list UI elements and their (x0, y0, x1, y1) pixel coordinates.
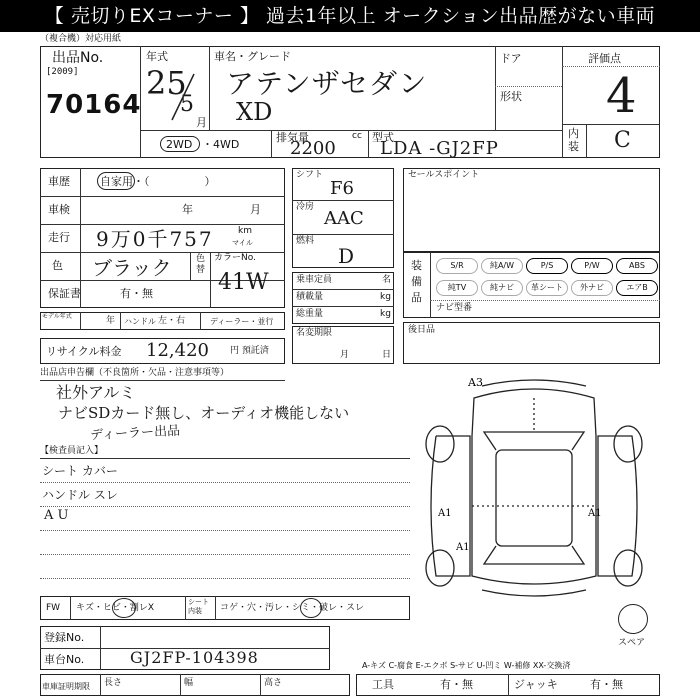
drive-2wd: 2WD (166, 138, 193, 151)
door-label: ドア (500, 52, 522, 65)
gross-label: 総重量 (296, 309, 324, 319)
inspector-header: 【検査員記入】 (40, 446, 104, 456)
chassis-handwritten: GJ2FP-104398 (130, 648, 259, 667)
score-handwritten: 4 (606, 68, 637, 124)
drive-4wd: ・4WD (202, 138, 240, 151)
shift-label: シフト (296, 170, 324, 180)
note-line-1: 社外アルミ (56, 383, 136, 402)
year-tag: [2009] (46, 67, 79, 77)
color-change-label: 色替 (196, 254, 206, 275)
name-change-day: 日 (382, 350, 392, 360)
recycle-label: リサイクル料金 (46, 345, 122, 358)
displacement-handwritten: 2200 (290, 138, 336, 159)
note-line-2: ナビSDカード無し、オーディオ機能しない (58, 404, 350, 422)
navi-label: ナビ型番 (436, 303, 473, 313)
banner-title: 【 売切りEXコーナー 】 過去1年以上 オークション出品歴がない車両 (0, 0, 700, 32)
lot-number: 70164 (46, 90, 142, 120)
certificate-long: 長さ (104, 678, 123, 688)
car-name-label: 車名・グレード (214, 50, 291, 63)
shaken-month: 月 (250, 203, 261, 216)
shaken-year: 年 (182, 203, 193, 216)
handle-label: ハンドル (124, 317, 156, 326)
handle-options: 左・右 (158, 316, 186, 326)
car-name-handwritten: アテンザセダン (226, 67, 428, 100)
postdate-frame (403, 322, 660, 364)
equipment-item: 外ナビ (571, 280, 613, 296)
equipment-label: 装備品 (411, 259, 422, 304)
model-year-label: モデル年式 (42, 313, 72, 320)
seat-text: コゲ・穴・汚レ・シミ・破レ・スレ (220, 603, 365, 613)
tools-label: 工具 (372, 678, 394, 691)
shape-label: 形状 (500, 90, 522, 103)
inspector-note-3: A U (44, 508, 69, 523)
interior-label: 内装 (568, 127, 579, 153)
equipment-item: 純A/W (481, 258, 523, 274)
fuel-handwritten: D (338, 244, 355, 268)
grade-handwritten: XD (236, 98, 273, 126)
equipment-item: S/R (436, 258, 478, 274)
color-no-handwritten: 41W (218, 270, 269, 295)
name-change-label: 名変期限 (296, 328, 333, 338)
fw-text: キズ・ヒビ・割レX (76, 603, 154, 613)
diagram-mark-a1-left: A1 (438, 508, 452, 519)
ac-label: 冷房 (296, 202, 315, 212)
model-label: 型式 (372, 131, 394, 144)
inspector-note-2: ハンドル スレ (42, 488, 118, 502)
seat-label: シート内装 (188, 598, 209, 615)
notes-header: 出品店申告欄（不良箇所・欠品・注意事項等） (40, 368, 230, 378)
shift-handwritten: F6 (330, 178, 354, 199)
sales-point-label: セールスポイント (408, 170, 480, 180)
equipment-item: エアB (616, 280, 658, 296)
fuel-label: 燃料 (296, 236, 315, 246)
gross-unit: kg (380, 309, 391, 319)
car-damage-diagram (412, 376, 657, 606)
note-line-3: ディーラー出品 (89, 423, 181, 444)
fw-label: FW (46, 603, 61, 613)
recycle-handwritten: 12,420 (146, 340, 209, 361)
history-options: 自家用・（ ） (100, 175, 216, 188)
history-selected-circle (97, 172, 135, 190)
spare-circle (618, 604, 648, 634)
year-handwritten: 25 (146, 64, 187, 102)
score-label: 評価点 (588, 52, 621, 65)
mileage-unit-km: km (238, 226, 252, 236)
year-month-slash (168, 72, 198, 122)
spare-label: スペア (618, 638, 646, 648)
color-handwritten: ブラック (92, 256, 172, 280)
warranty-options: 有・無 (120, 287, 153, 300)
interior-handwritten: C (614, 128, 631, 153)
equipment-item: 純ナビ (481, 280, 523, 296)
month-unit: 月 (196, 116, 207, 129)
year-label: 年式 (146, 50, 168, 63)
jack-label: ジャッキ (514, 678, 558, 691)
certificate-height: 高さ (264, 678, 283, 688)
shaken-label: 車検 (48, 203, 70, 216)
recycle-unit: 円 預託済 (230, 346, 269, 356)
color-no-label: カラーNo. (214, 253, 256, 263)
equipment-item: P/W (571, 258, 613, 274)
mileage-unit-mile: マイル (232, 239, 253, 247)
load-unit: kg (380, 292, 391, 302)
capacity-label: 乗車定員 (296, 275, 333, 285)
jack-options: 有・無 (590, 678, 623, 691)
equipment-item: 革シート (526, 280, 568, 296)
postdate-label: 後日品 (408, 325, 436, 335)
mileage-handwritten: 9万0千757 (96, 227, 214, 251)
certificate-width: 幅 (184, 678, 194, 688)
diagram-mark-a3: A3 (468, 376, 483, 389)
diagram-mark-a1-right: A1 (588, 508, 602, 519)
warranty-label: 保証書 (48, 287, 81, 300)
equipment-item: ABS (616, 258, 658, 274)
inspector-note-1: シート カバー (42, 464, 118, 478)
diagram-mark-a1-lower: A1 (456, 542, 470, 553)
model-year-unit: 年 (106, 316, 116, 326)
registration-label: 登録No. (44, 631, 85, 644)
history-label: 車歴 (48, 175, 70, 188)
model-handwritten: LDA -GJ2FP (380, 138, 499, 159)
name-change-month: 月 (340, 350, 350, 360)
fw-circle (112, 598, 136, 618)
damage-legend: A-キズ C-腐食 E-エクボ S-サビ U-凹ミ W-補修 XX-交換済 (362, 661, 571, 670)
seat-circle (300, 598, 322, 618)
load-label: 積載量 (296, 292, 324, 302)
tools-options: 有・無 (440, 678, 473, 691)
certificate-label: 車庫証明期限 (42, 682, 90, 691)
displacement-label: 排気量 (276, 131, 309, 144)
mileage-label: 走行 (48, 231, 70, 244)
chassis-label: 車台No. (44, 653, 85, 666)
ac-handwritten: AAC (324, 208, 364, 229)
color-label: 色 (52, 259, 63, 272)
sheet-subnote: （複合機）対応用紙 (40, 34, 122, 44)
equipment-item: P/S (526, 258, 568, 274)
dealer-label: ディーラー・並行 (210, 317, 274, 326)
cc-unit: cc (352, 131, 362, 141)
month-handwritten: 5 (180, 92, 194, 117)
capacity-unit: 名 (382, 275, 392, 285)
lot-label: 出品No. (52, 50, 104, 66)
equipment-item: 純TV (436, 280, 478, 296)
